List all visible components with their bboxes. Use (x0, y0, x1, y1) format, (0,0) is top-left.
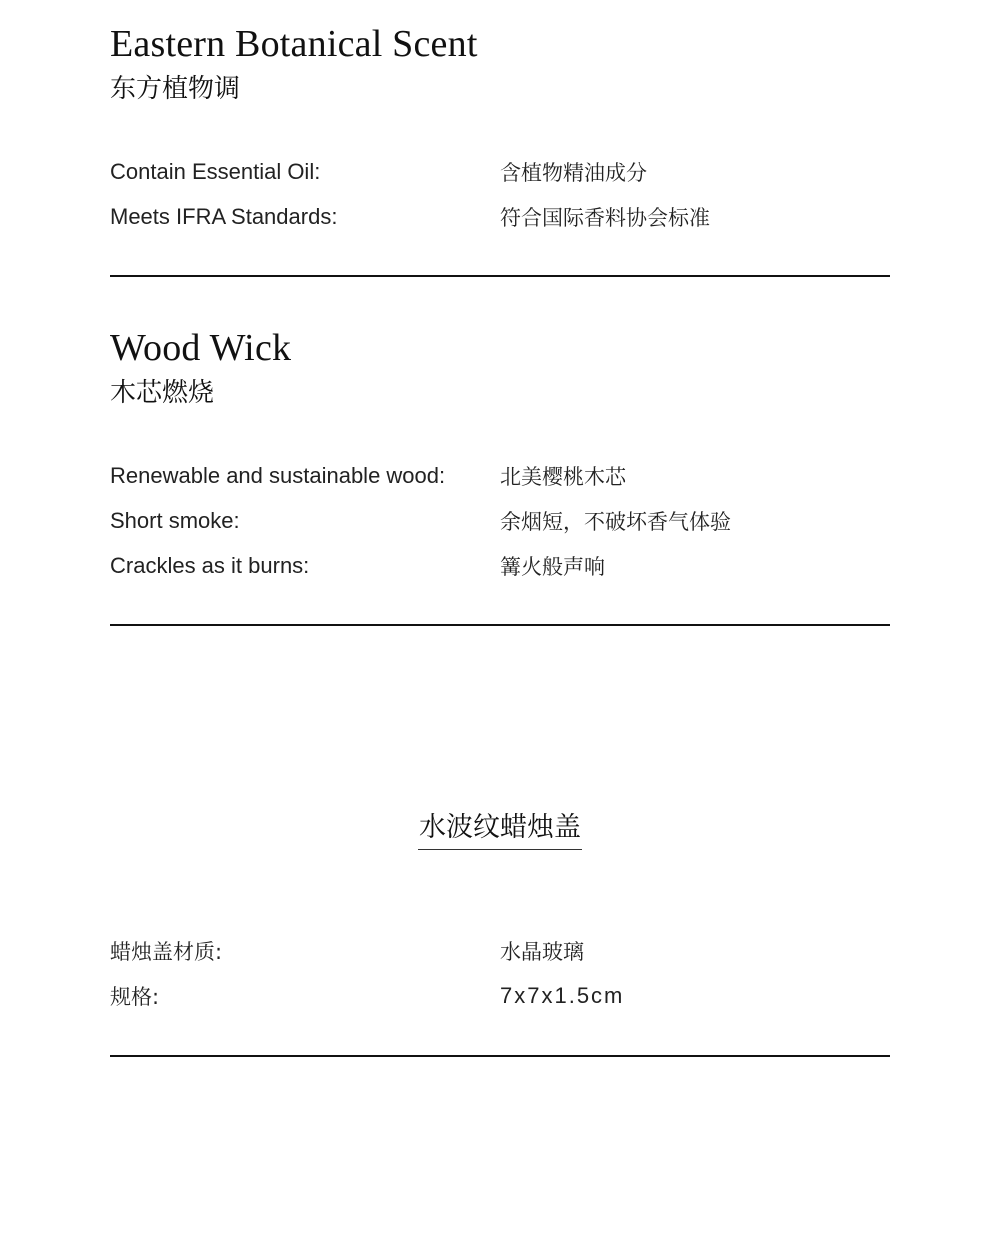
section-eastern-botanical-scent (110, 22, 890, 230)
spec-value: 7x7x1.5cm (500, 982, 625, 1008)
spec-label: Meets IFRA Standards: (110, 203, 338, 229)
spec-row (110, 928, 890, 973)
spec-row (110, 453, 890, 498)
spec-value: 含植物精油成分 (500, 160, 647, 185)
spec-row (110, 194, 890, 239)
spec-row (110, 149, 890, 194)
spec-value: 篝火般声响 (500, 554, 605, 579)
section-divider (110, 1055, 890, 1057)
spec-list (110, 928, 890, 1018)
spec-row (110, 973, 890, 1018)
section-divider (110, 275, 890, 277)
spec-row (110, 543, 890, 588)
spec-row (110, 498, 890, 543)
section-title-en: Eastern Botanical Scent (110, 23, 478, 65)
spec-value: 水晶玻璃 (500, 939, 584, 964)
section-divider (110, 624, 890, 626)
spec-label: 规格: (110, 984, 160, 1009)
section-title-en: Wood Wick (110, 327, 292, 369)
spec-list (110, 453, 890, 588)
spec-value: 余烟短，不破坏香气体验 (500, 509, 731, 534)
lid-section-heading (0, 810, 1000, 850)
spec-label: 蜡烛盖材质: (110, 939, 223, 964)
spec-label: Crackles as it burns: (110, 552, 310, 578)
spec-label: Renewable and sustainable wood: (110, 462, 446, 488)
section-title-zh: 木芯燃烧 (110, 378, 215, 408)
lid-heading-text: 水波纹蜡烛盖 (418, 810, 582, 850)
spec-list (110, 149, 890, 239)
spec-label: Short smoke: (110, 507, 240, 533)
spec-value: 符合国际香料协会标准 (500, 205, 710, 230)
section-wood-wick (110, 326, 890, 579)
section-title-zh: 东方植物调 (110, 74, 241, 104)
spec-label: Contain Essential Oil: (110, 158, 321, 184)
spec-value: 北美樱桃木芯 (500, 464, 626, 489)
